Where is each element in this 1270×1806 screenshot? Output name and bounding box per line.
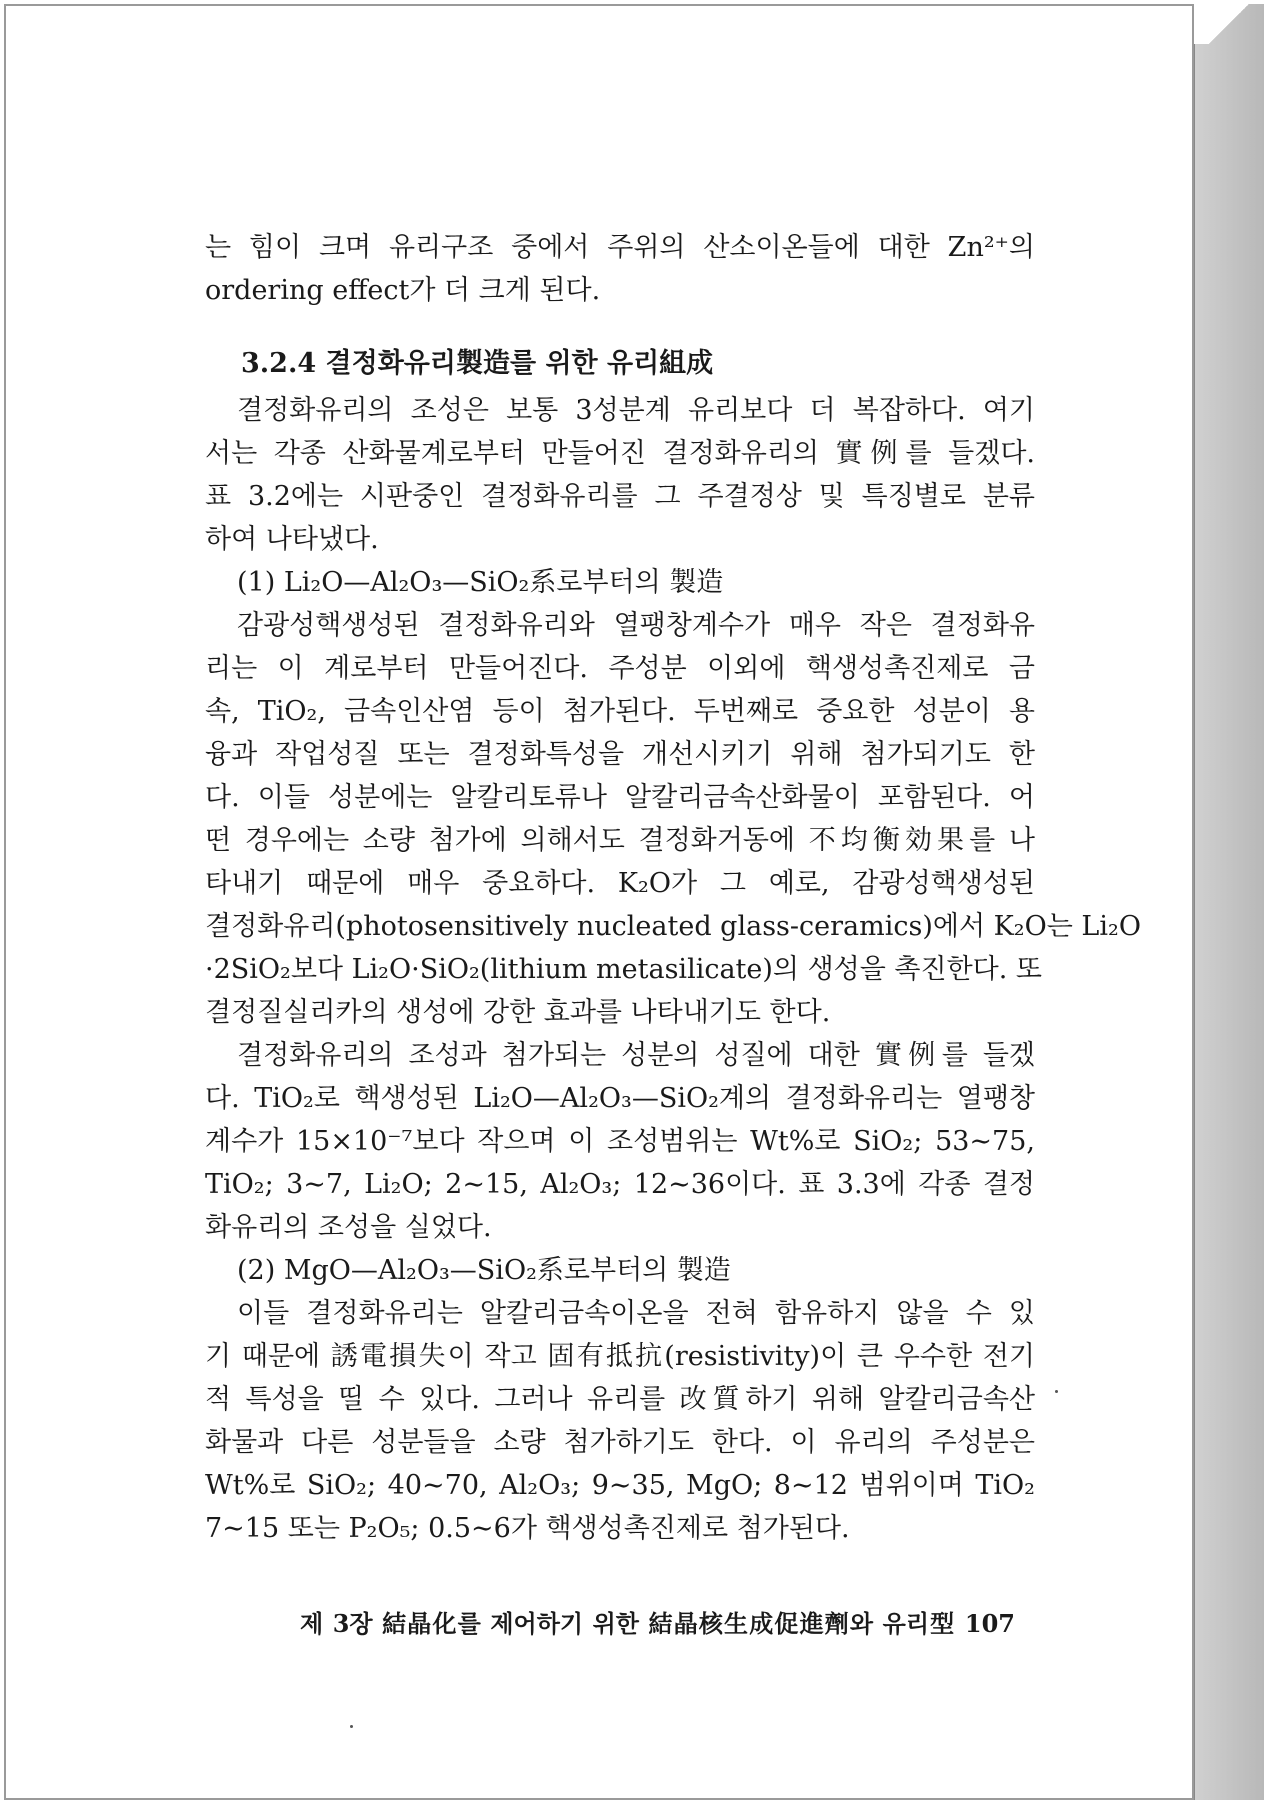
text-line: ordering effect가 더 크게 된다. <box>205 275 601 306</box>
text-line: 결정화유리의 조성은 보통 3성분계 유리보다 더 복잡하다. 여기 <box>237 395 1035 426</box>
text-line: 감광성핵생성된 결정화유리와 열팽창계수가 매우 작은 결정화유 <box>237 610 1035 641</box>
scan-speck <box>350 1725 353 1728</box>
subsection-heading: (2) MgO—Al₂O₃—SiO₂系로부터의 製造 <box>237 1255 731 1286</box>
text-line: 떤 경우에는 소량 첨가에 의해서도 결정화거동에 不均衡効果를 나 <box>205 825 1035 856</box>
paragraph <box>205 389 1035 561</box>
page-edge-shadow <box>1194 4 1264 1800</box>
text-line: 결정화유리의 조성과 첨가되는 성분의 성질에 대한 實例를 들겠 <box>237 1040 1035 1071</box>
scan-speck <box>1055 1390 1058 1393</box>
text-line: 융과 작업성질 또는 결정화특성을 개선시키기 위해 첨가되기도 한 <box>205 739 1035 770</box>
text-line: 화물과 다른 성분들을 소량 첨가하기도 한다. 이 유리의 주성분은 <box>205 1427 1035 1458</box>
page-footer <box>300 1607 1015 1641</box>
text-line: 7∼15 또는 P₂O₅; 0.5∼6가 핵생성촉진제로 첨가된다. <box>205 1513 850 1544</box>
text-line: ·2SiO₂보다 Li₂O·SiO₂(lithium metasilicate)의 생성을 촉진한다. 또 <box>205 954 1042 985</box>
text-line: 표 3.2에는 시판중인 결정화유리를 그 주결정상 및 특징별로 분류 <box>205 481 1035 512</box>
text-line: 하여 나타냈다. <box>205 524 379 555</box>
text-line: 속, TiO₂, 금속인산염 등이 첨가된다. 두번째로 중요한 성분이 용 <box>205 696 1035 727</box>
subsection-heading: (1) Li₂O—Al₂O₃—SiO₂系로부터의 製造 <box>237 567 724 598</box>
text-line: 다. 이들 성분에는 알칼리토류나 알칼리금속산화물이 포함된다. 어 <box>205 782 1035 813</box>
text-line: 기 때문에 誘電損失이 작고 固有抵抗(resistivity)이 큰 우수한 전기 <box>205 1341 1035 1372</box>
text-line: 리는 이 계로부터 만들어진다. 주성분 이외에 핵생성촉진제로 금 <box>205 653 1035 684</box>
page-body <box>205 226 1141 1550</box>
paragraph <box>205 604 1141 1034</box>
text-line: 화유리의 조성을 실었다. <box>205 1212 492 1243</box>
intro-paragraph <box>205 226 1035 312</box>
text-line: 타내기 때문에 매우 중요하다. K₂O가 그 예로, 감광성핵생성된 <box>205 868 1035 899</box>
page-corner <box>1194 4 1264 44</box>
running-title: 제 3장 結晶化를 제어하기 위한 結晶核生成促進劑와 유리型 <box>300 1609 956 1638</box>
text-line: 계수가 15×10⁻⁷보다 작으며 이 조성범위는 Wt%로 SiO₂; 53∼75, <box>205 1126 1035 1157</box>
paragraph <box>205 1292 1035 1550</box>
text-line: Wt%로 SiO₂; 40∼70, Al₂O₃; 9∼35, MgO; 8∼12 범위이며 TiO₂ <box>205 1470 1035 1501</box>
text-line: 결정화유리(photosensitively nucleated glass-ceramics)에서 K₂O는 Li₂O <box>205 911 1141 942</box>
text-line: TiO₂; 3∼7, Li₂O; 2∼15, Al₂O₃; 12∼36이다. 표 3.3에 각종 결정 <box>205 1169 1035 1200</box>
page-number: 107 <box>964 1609 1015 1638</box>
text-line: 적 특성을 띨 수 있다. 그러나 유리를 改質하기 위해 알칼리금속산 <box>205 1384 1035 1415</box>
paragraph <box>205 1034 1035 1249</box>
text-line: 는 힘이 크며 유리구조 중에서 주위의 산소이온들에 대한 Zn²⁺의 <box>205 232 1035 263</box>
text-line: 이들 결정화유리는 알칼리금속이온을 전혀 함유하지 않을 수 있 <box>237 1298 1035 1329</box>
text-line: 결정질실리카의 생성에 강한 효과를 나타내기도 한다. <box>205 997 831 1028</box>
text-line: 서는 각종 산화물계로부터 만들어진 결정화유리의 實例를 들겠다. <box>205 438 1035 469</box>
text-line: 다. TiO₂로 핵생성된 Li₂O—Al₂O₃—SiO₂계의 결정화유리는 열팽창 <box>205 1083 1035 1114</box>
section-heading: 3.2.4 결정화유리製造를 위한 유리組成 <box>241 348 714 379</box>
